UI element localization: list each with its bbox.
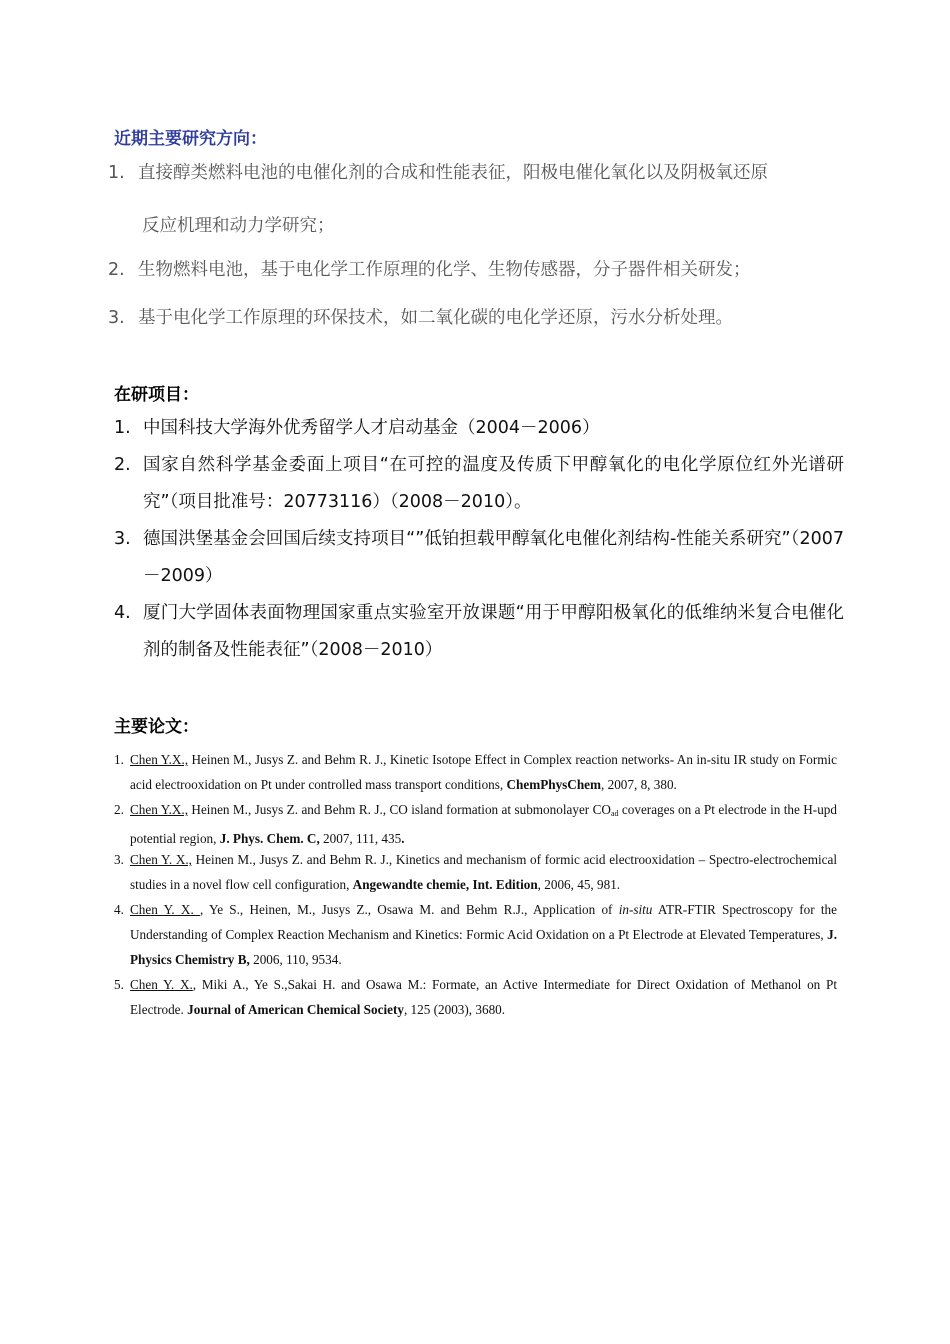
- paper-item-4-num: 4.: [114, 902, 124, 917]
- paper-item-5: [114, 972, 837, 1022]
- project-item-4-text: 厦门大学固体表面物理国家重点实验室开放课题“用于甲醇阳极氧化的低维纳米复合电催化剂的制备及性能表征”（2008－2010）: [143, 603, 844, 660]
- paper-item-4: [114, 897, 837, 972]
- project-item-3: [114, 521, 844, 595]
- project-item-1-num: 1.: [114, 418, 131, 438]
- paper-item-2-num: 2.: [114, 802, 124, 817]
- research-item-1-text: 直接醇类燃料电池的电催化剂的合成和性能表征，阳极电催化氧化以及阴极氧还原: [138, 163, 768, 183]
- project-item-3-num: 3.: [114, 529, 131, 549]
- paper-item-2-period: .: [401, 831, 405, 846]
- paper-item-2-journal: J. Phys. Chem. C,: [219, 831, 320, 846]
- project-item-2: [114, 447, 844, 521]
- paper-item-2-details-2: coverages on a Pt electrode in the H-upd potential region,: [130, 802, 837, 846]
- paper-item-1-details: Heinen M., Jusys Z. and Behm R. J., Kinetic Isotope Effect in Complex reaction networks- An in-situ IR study on Formic acid electrooxidation on Pt under controlled mass transport conditions,: [130, 752, 837, 792]
- research-item-1-num: 1.: [108, 163, 125, 183]
- projects-heading: 在研项目：: [114, 385, 199, 405]
- project-item-4: [114, 595, 844, 669]
- paper-item-2-author: Chen Y.X.,: [130, 802, 189, 817]
- research-heading: 近期主要研究方向：: [114, 129, 267, 149]
- paper-item-2: [114, 797, 837, 851]
- papers-heading: 主要论文：: [114, 717, 199, 737]
- project-item-1: [114, 410, 844, 447]
- paper-item-4-citation: 2006, 110, 9534.: [249, 952, 342, 967]
- research-item-2-num: 2.: [108, 260, 125, 280]
- research-item-3: [108, 292, 848, 344]
- research-item-3-num: 3.: [108, 308, 125, 328]
- project-item-4-num: 4.: [114, 603, 131, 623]
- project-item-2-text: 国家自然科学基金委面上项目“在可控的温度及传质下甲醇氧化的电化学原位红外光谱研究”（项目批准号：20773116）（2008－2010）。: [143, 455, 844, 512]
- paper-item-4-journal: J. Physics Chemistry B,: [130, 927, 837, 967]
- paper-item-1-citation: , 2007, 8, 380.: [601, 777, 677, 792]
- paper-item-1-num: 1.: [114, 752, 124, 767]
- paper-item-2-citation: 2007, 111, 435: [319, 831, 402, 846]
- research-item-2: [108, 244, 848, 296]
- research-item-3-text: 基于电化学工作原理的环保技术，如二氧化碳的电化学还原，污水分析处理。: [138, 308, 733, 328]
- project-item-2-num: 2.: [114, 455, 131, 475]
- paper-item-5-author: Chen Y. X.: [130, 977, 193, 992]
- paper-item-2-subscript: ad: [610, 809, 619, 818]
- paper-item-4-italic: in-situ: [618, 902, 653, 917]
- paper-item-2-details: Heinen M., Jusys Z. and Behm R. J., CO island formation at submonolayer CO: [188, 802, 611, 817]
- paper-item-5-journal: Journal of American Chemical Society: [187, 1002, 404, 1017]
- paper-item-4-details: , Ye S., Heinen, M., Jusys Z., Osawa M. and Behm R.J., Application of: [199, 902, 619, 917]
- project-item-1-text: 中国科技大学海外优秀留学人才启动基金（2004－2006）: [143, 418, 600, 438]
- paper-item-5-details: , Miki A., Ye S.,Sakai H. and Osawa M.: Formate, an Active Intermediate for Direct Oxidation of Methanol on Pt Electrode.: [130, 977, 837, 1017]
- paper-item-3-citation: , 2006, 45, 981.: [537, 877, 621, 892]
- paper-item-3-journal: Angewandte chemie, Int. Edition: [352, 877, 538, 892]
- paper-item-1-journal: ChemPhysChem: [506, 777, 602, 792]
- research-item-2-text: 生物燃料电池，基于电化学工作原理的化学、生物传感器，分子器件相关研发；: [138, 260, 751, 280]
- paper-item-1-author: Chen Y.X.,: [130, 752, 189, 767]
- research-item-1: [108, 147, 848, 199]
- paper-item-3: [114, 847, 837, 897]
- project-item-3-text: 德国洪堡基金会回国后续支持项目“”低铂担载甲醇氧化电催化剂结构-性能关系研究”（2007－2009）: [143, 529, 844, 586]
- paper-item-4-author: Chen Y. X.: [130, 902, 200, 917]
- paper-item-5-citation: , 125 (2003), 3680.: [403, 1002, 506, 1017]
- paper-item-3-author: Chen Y. X.,: [130, 852, 192, 867]
- paper-item-5-num: 5.: [114, 977, 124, 992]
- paper-item-3-details: Heinen M., Jusys Z. and Behm R. J., Kinetics and mechanism of formic acid electrooxidation – Spectro-electrochemical studies in a novel flow cell configuration,: [130, 852, 837, 892]
- paper-item-4-details-2: ATR-FTIR Spectroscopy for the Understanding of Complex Reaction Mechanism and Kinetics: Formic Acid Oxidation on a Pt Electrode at Elevated Temperatures,: [130, 902, 837, 942]
- paper-item-3-num: 3.: [114, 852, 124, 867]
- research-item-1-cont: 反应机理和动力学研究；: [142, 216, 335, 236]
- paper-item-1: [114, 747, 837, 797]
